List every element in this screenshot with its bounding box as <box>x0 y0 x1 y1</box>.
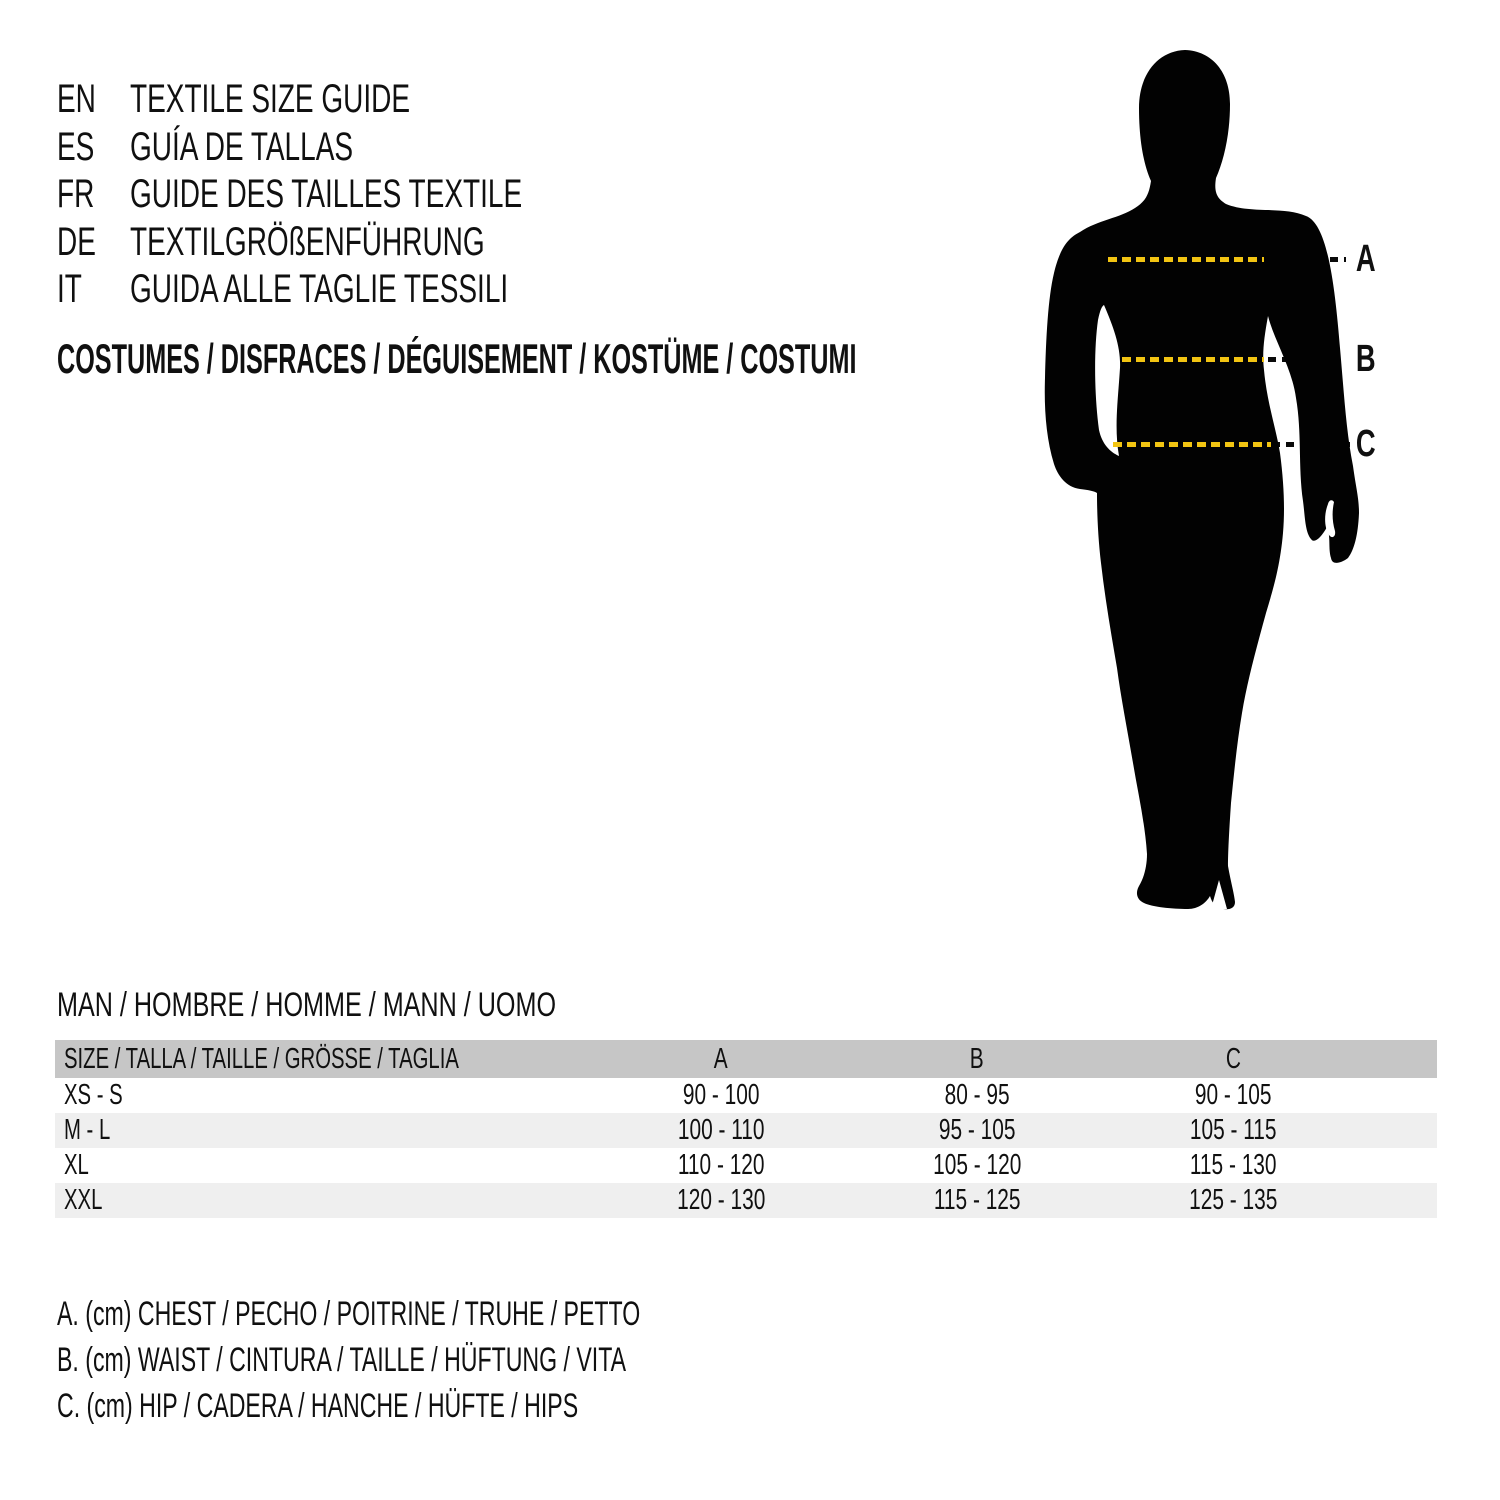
language-code: IT <box>57 267 82 312</box>
language-row-it <box>57 266 690 314</box>
language-row-en <box>57 76 690 124</box>
value-cell-c: 115 - 130 <box>1189 1149 1277 1181</box>
table-header-col-b: B <box>970 1042 984 1075</box>
size-cell: M - L <box>64 1114 111 1146</box>
size-table <box>55 1040 1437 1218</box>
table-row-xl <box>55 1148 1437 1183</box>
measure-line-a <box>1108 257 1264 262</box>
size-cell: XL <box>64 1149 89 1181</box>
measure-line-b <box>1122 357 1264 362</box>
man-silhouette-icon <box>1040 48 1362 933</box>
table-header-size: SIZE / TALLA / TAILLE / GRÖSSE / TAGLIA <box>64 1042 459 1075</box>
measure-label-c: C <box>1355 423 1376 465</box>
measure-line-c <box>1113 442 1271 447</box>
value-cell-c: 90 - 105 <box>1194 1079 1272 1111</box>
value-cell-b: 95 - 105 <box>938 1114 1016 1146</box>
language-row-fr <box>57 171 690 219</box>
value-cell-c: 125 - 135 <box>1188 1184 1278 1216</box>
language-code: DE <box>57 219 96 264</box>
language-code: ES <box>57 124 95 169</box>
value-cell-b: 105 - 120 <box>932 1149 1022 1181</box>
legend-line-a: A. (cm) CHEST / PECHO / POITRINE / TRUHE / PETTO <box>57 1294 641 1333</box>
value-cell-b: 80 - 95 <box>944 1079 1010 1111</box>
measurement-legend <box>57 1291 915 1429</box>
language-list <box>57 76 690 314</box>
size-cell: XXL <box>64 1184 103 1216</box>
language-row-es <box>57 124 690 172</box>
size-cell: XS - S <box>64 1079 123 1111</box>
value-cell-c: 105 - 115 <box>1189 1114 1277 1146</box>
table-row-m-l <box>55 1113 1437 1148</box>
legend-line-c: C. (cm) HIP / CADERA / HANCHE / HÜFTE / HIPS <box>57 1386 579 1425</box>
table-header-row <box>55 1040 1437 1078</box>
value-cell-a: 90 - 100 <box>682 1079 760 1111</box>
legend-line-b: B. (cm) WAIST / CINTURA / TAILLE / HÜFTUNG / VITA <box>57 1340 627 1379</box>
table-row-xxl <box>55 1183 1437 1218</box>
language-code: EN <box>57 77 96 122</box>
language-code: FR <box>57 172 95 217</box>
measure-label-a: A <box>1355 238 1376 280</box>
language-title: TEXTILGRÖßENFÜHRUNG <box>130 219 485 264</box>
language-title: GUIDE DES TAILLES TEXTILE <box>130 172 523 217</box>
value-cell-b: 115 - 125 <box>933 1184 1021 1216</box>
language-title: GUÍA DE TALLAS <box>130 124 354 169</box>
value-cell-a: 110 - 120 <box>677 1149 765 1181</box>
value-cell-a: 100 - 110 <box>677 1114 765 1146</box>
value-cell-a: 120 - 130 <box>676 1184 766 1216</box>
language-row-de <box>57 219 690 267</box>
language-title: TEXTILE SIZE GUIDE <box>130 77 411 122</box>
table-row-xs-s <box>55 1078 1437 1113</box>
table-header-col-a: A <box>714 1042 728 1075</box>
section-label-man: MAN / HOMBRE / HOMME / MANN / UOMO <box>57 986 557 1024</box>
table-header-col-c: C <box>1225 1042 1241 1075</box>
measure-label-b: B <box>1355 338 1376 380</box>
language-title: GUIDA ALLE TAGLIE TESSILI <box>130 267 509 312</box>
category-heading: COSTUMES / DISFRACES / DÉGUISEMENT / KOSTÜME / COSTUMI <box>57 335 857 382</box>
